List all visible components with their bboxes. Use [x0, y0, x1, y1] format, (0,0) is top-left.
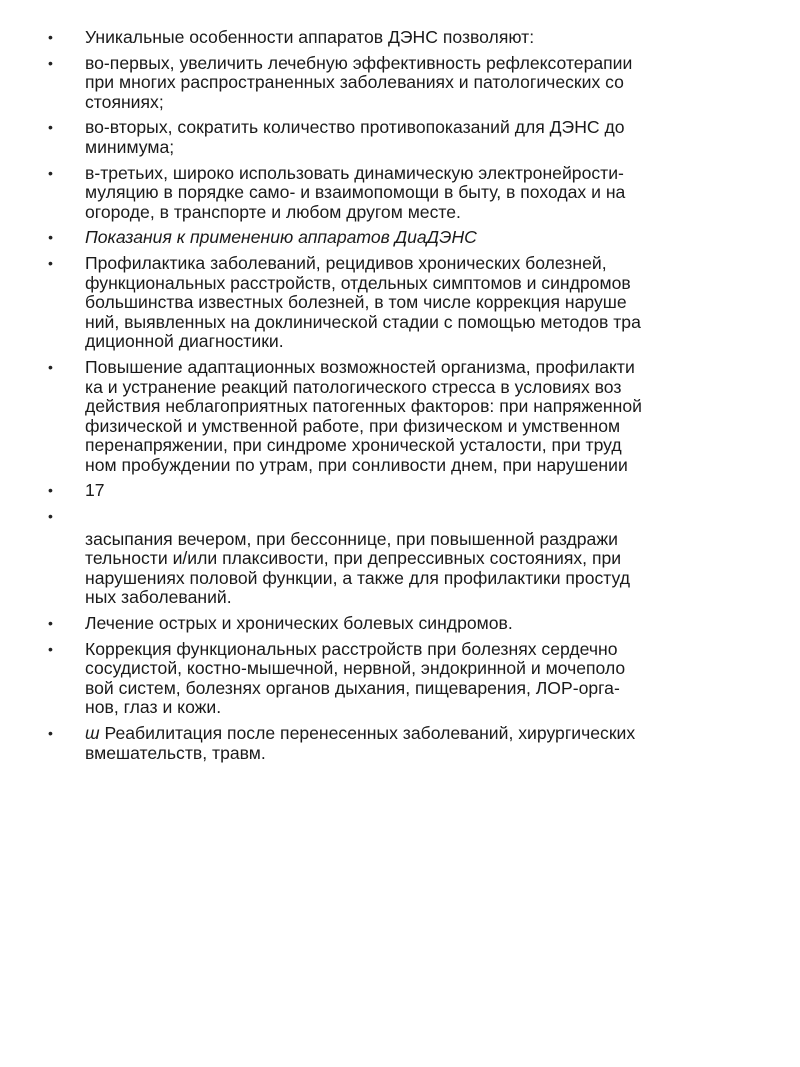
bullet-item [0, 254, 800, 352]
bullet-icon: • [48, 164, 53, 181]
text-line: сосудистой, костно-мышечной, нервной, эндокринной и мочеполо [85, 658, 626, 679]
text-line: огороде, в транспорте и любом другом месте. [85, 201, 461, 222]
text-line: ном пробуждении по утрам, при сонливости днем, при нарушении [85, 454, 628, 475]
text-line: во-вторых, сократить количество противопоказаний для ДЭНС до [85, 117, 625, 138]
text-line: вой систем, болезнях органов дыхания, пищеварения, ЛОР-орга- [85, 677, 620, 698]
text-line: функциональных расстройств, отдельных симптомов и синдромов [85, 272, 631, 293]
text-line: тельности и/или плаксивости, при депрессивных состояниях, при [85, 548, 622, 569]
text-line: перенапряжении, при синдроме хронической усталости, при труд [85, 435, 622, 456]
text-line: 17 [85, 480, 105, 501]
bullet-item [0, 358, 800, 476]
bullet-icon: • [48, 725, 53, 741]
text-line: в-третьих, широко использовать динамическую электронейрости- [85, 162, 624, 183]
bullet-item [0, 507, 800, 527]
text-line: Показания к применению аппаратов ДиаДЭНС [85, 227, 477, 248]
bullet-item [0, 724, 800, 763]
bullet-icon: • [48, 508, 53, 525]
text-line: Коррекция функциональных расстройств при болезнях сердечно [85, 638, 618, 659]
bullet-icon: • [48, 229, 53, 246]
text-line: диционной диагностики. [85, 331, 284, 352]
text-line: Лечение острых и хронических болевых синдромов. [85, 613, 513, 634]
bullet-list [0, 28, 800, 769]
text-line: муляцию в порядке само- и взаимопомощи в быту, в походах и на [85, 182, 626, 203]
bullet-icon: • [48, 358, 53, 375]
text-line: ных заболеваний. [85, 587, 232, 608]
item-prefix: ш [85, 723, 100, 743]
text-line: во-первых, увеличить лечебную эффективность рефлексотерапии [85, 52, 633, 73]
text-line: ка и устранение реакций патологического стресса в условиях воз [85, 376, 622, 397]
text-line: засыпания вечером, при бессоннице, при повышенной раздражи [85, 528, 618, 549]
bullet-icon: • [48, 54, 53, 71]
text-line: Уникальные особенности аппаратов ДЭНС позволяют: [85, 27, 535, 47]
text-line-content: Реабилитация после перенесенных заболеваний, хирургических [104, 723, 636, 743]
text-line [85, 724, 756, 744]
bullet-item [0, 54, 800, 113]
bullet-icon: • [48, 482, 53, 499]
text-line: Повышение адаптационных возможностей организма, профилакти [85, 356, 635, 377]
bullet-item [0, 164, 800, 223]
bullet-item [0, 640, 800, 718]
text-line: при многих распространенных заболеваниях и патологических со [85, 72, 624, 93]
text-line: физической и умственной работе, при физическом и умственном [85, 415, 621, 436]
bullet-item [0, 228, 800, 248]
bullet-icon: • [48, 29, 53, 45]
text-line: нов, глаз и кожи. [85, 697, 222, 718]
text-line: Профилактика заболеваний, рецидивов хронических болезней, [85, 252, 607, 273]
bullet-icon: • [48, 119, 53, 136]
bullet-icon: • [48, 254, 53, 271]
text-line: большинства известных болезней, в том числе коррекция наруше [85, 292, 627, 313]
text-line: вмешательств, травм. [85, 742, 266, 763]
text-line: минимума; [85, 136, 175, 157]
bullet-item [0, 118, 800, 157]
text-line: действия неблагоприятных патогенных факторов: при напряженной [85, 396, 642, 417]
text-line: нарушениях половой функции, а также для профилактики простуд [85, 567, 631, 588]
bullet-item [0, 28, 800, 48]
bullet-item [0, 530, 800, 608]
bullet-item [0, 614, 800, 634]
text-line: ний, выявленных на доклинической стадии с помощью методов тра [85, 311, 641, 332]
bullet-item [0, 481, 800, 501]
text-line: стояниях; [85, 91, 164, 112]
bullet-icon: • [48, 640, 53, 657]
bullet-icon: • [48, 615, 53, 632]
